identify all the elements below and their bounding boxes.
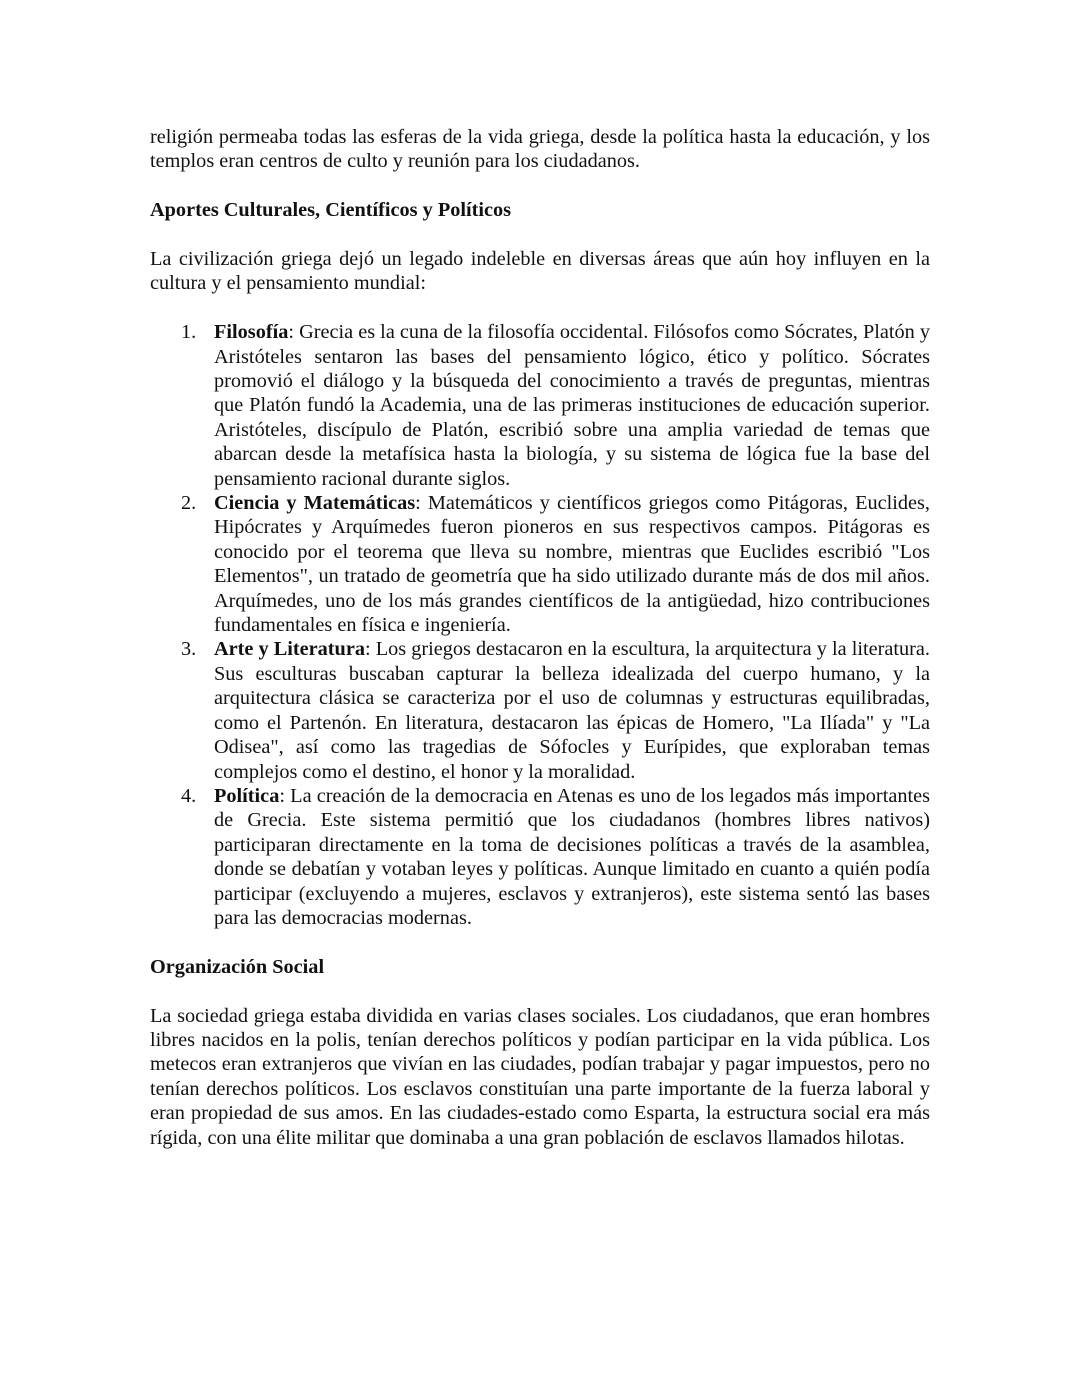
list-item-text: : Los griegos destacaron en la escultura, la arquitectura y la literatura. Sus esculturas buscaban capturar la belleza idealizada del cuerpo humano, y la arquitectura clásica se caracteriza por el uso de columnas y estructuras equilibradas, como el Partenón. En literatura, destacaron las épicas de Homero, "La Ilíada" y "La Odisea", así como las tragedias de Sófocles y Eurípides, que exploraban temas complejos como el destino, el honor y la moralidad. bbox=[214, 638, 930, 783]
list-item bbox=[150, 320, 930, 491]
list-item bbox=[150, 491, 930, 637]
list-item-title: Política bbox=[214, 784, 280, 807]
list-item-title: Ciencia y Matemáticas bbox=[214, 492, 416, 515]
contributions-list bbox=[150, 320, 930, 930]
list-number: 1. bbox=[181, 321, 197, 344]
document-page bbox=[150, 125, 930, 1174]
list-number: 2. bbox=[181, 492, 197, 515]
list-item-title: Filosofía bbox=[214, 321, 289, 344]
list-item bbox=[150, 637, 930, 783]
list-item-text: : Grecia es la cuna de la filosofía occidental. Filósofos como Sócrates, Platón y Aristóteles sentaron las bases del pensamiento lógico, ético y político. Sócrates promovió el diálogo y la búsqueda del conocimiento a través de preguntas, mientras que Platón fundó la Academia, una de las primeras instituciones de educación superior. Aristóteles, discípulo de Platón, escribió sobre una amplia variedad de temas que abarcan desde la metafísica hasta la biología, y su sistema de lógica fue la base del pensamiento racional durante siglos. bbox=[214, 321, 930, 490]
list-number: 4. bbox=[181, 784, 197, 807]
list-item bbox=[150, 784, 930, 930]
section-paragraph-organizacion: La sociedad griega estaba dividida en varias clases sociales. Los ciudadanos, que eran hombres libres nacidos en la polis, tenían derechos políticos y podían participar en la vida pública. Los metecos eran extranjeros que vivían en las ciudades, podían trabajar y pagar impuestos, pero no tenían derechos políticos. Los esclavos constituían una parte importante de la fuerza laboral y eran propiedad de sus amos. En las ciudades-estado como Esparta, la estructura social era más rígida, con una élite militar que dominaba a una gran población de esclavos llamados hilotas. bbox=[150, 1004, 930, 1149]
list-item-title: Arte y Literatura bbox=[214, 638, 365, 661]
section-heading-aportes: Aportes Culturales, Científicos y Políticos bbox=[150, 199, 512, 222]
list-item-text: : Matemáticos y científicos griegos como Pitágoras, Euclides, Hipócrates y Arquímedes fueron pioneros en sus respectivos campos. Pitágoras es conocido por el teorema que lleva su nombre, mientras que Euclides escribió "Los Elementos", un tratado de geometría que ha sido utilizado durante más de dos mil años. Arquímedes, uno de los más grandes científicos de la antigüedad, hizo contribuciones fundamentales en física e ingeniería. bbox=[214, 492, 930, 637]
list-number: 3. bbox=[181, 638, 197, 661]
list-item-text: : La creación de la democracia en Atenas es uno de los legados más importantes de Grecia. Este sistema permitió que los ciudadanos (hombres libres nativos) participaran directamente en la toma de decisiones políticas a través de la asamblea, donde se debatían y votaban leyes y políticas. Aunque limitado en cuanto a quién podía participar (excluyendo a mujeres, esclavos y extranjeros), este sistema sentó las bases para las democracias modernas. bbox=[214, 784, 930, 929]
intro-paragraph: religión permeaba todas las esferas de la vida griega, desde la política hasta la educación, y los templos eran centros de culto y reunión para los ciudadanos. bbox=[150, 126, 930, 173]
section-paragraph-aportes: La civilización griega dejó un legado indeleble en diversas áreas que aún hoy influyen en la cultura y el pensamiento mundial: bbox=[150, 248, 930, 295]
section-heading-organizacion: Organización Social bbox=[150, 955, 325, 978]
